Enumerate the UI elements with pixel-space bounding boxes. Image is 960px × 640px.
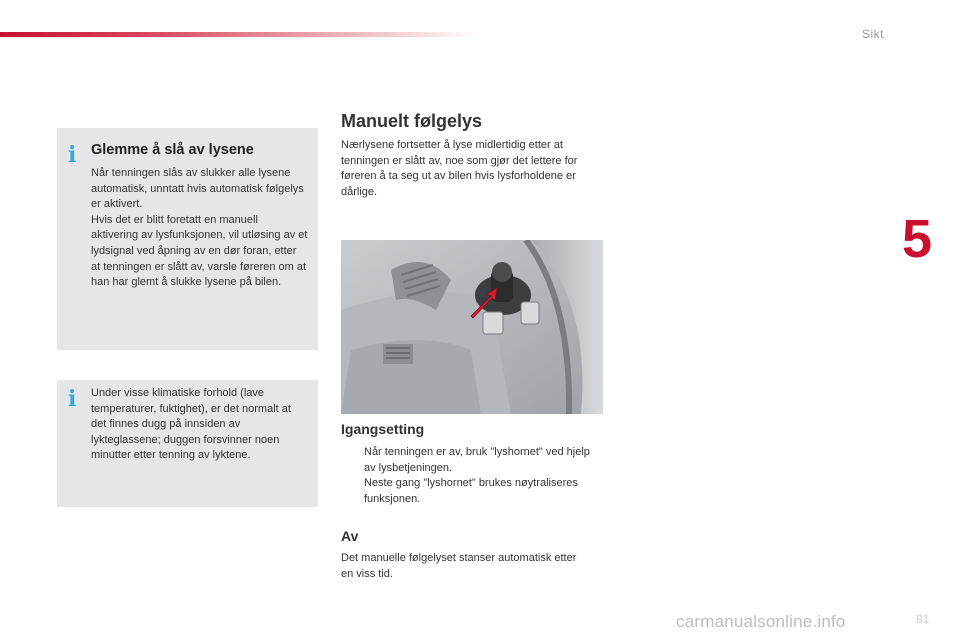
section-title: Sikt bbox=[861, 27, 884, 41]
info-box-body: Under visse klimatiske forhold (lave temperaturer, fuktighet), er det normalt at det finnes dugg på innsiden av lykteglassene; duggen forsvinner noen minutter etter tenning av lyktene. bbox=[91, 387, 291, 462]
intro-paragraph: Nærlysene fortsetter å lyse midlertidig etter at tenningen er slått av, noe som gjør det lettere for føreren å ta seg ut av bilen hvis lysforholdene er dårlige. bbox=[341, 139, 578, 198]
info-box-title: Glemme å slå av lysene bbox=[91, 142, 254, 158]
info-icon: i bbox=[68, 386, 77, 412]
list-item: Neste gang "lyshornet" brukes nøytraliseres funksjonen. bbox=[364, 477, 578, 505]
section-heading-igangsetting: Igangsetting bbox=[341, 421, 425, 437]
list-item: Når tenningen er av, bruk "lyshornet" ved hjelp av lysbetjeningen. bbox=[364, 446, 590, 474]
igangsetting-list bbox=[341, 445, 596, 507]
header-accent-bar bbox=[0, 32, 480, 37]
info-box-forget-lights bbox=[57, 128, 318, 350]
info-icon: i bbox=[68, 142, 77, 168]
info-box-body: Når tenningen slås av slukker alle lysene automatisk, unntatt hvis automatisk følgelys er aktivert. Hvis det er blitt foretatt en manuell aktivering av lysfunksjonen, vil utløsing av et lydsignal ved åpning av en dør foran, etter at tenningen er slått av, varsle føreren om at han har glemt å slukke lysene på bilen. bbox=[91, 167, 308, 289]
section-heading-av: Av bbox=[341, 528, 359, 544]
dashboard-illustration bbox=[341, 240, 603, 414]
light-stalk-photo bbox=[341, 240, 603, 414]
page-number: 81 bbox=[916, 612, 930, 626]
av-paragraph: Det manuelle følgelyset stanser automatisk etter en viss tid. bbox=[341, 552, 577, 580]
info-box-condensation bbox=[57, 380, 318, 507]
chapter-number: 5 bbox=[902, 209, 933, 269]
page-title: Manuelt følgelys bbox=[341, 111, 483, 131]
watermark: carmanualsonline.info bbox=[676, 612, 846, 631]
